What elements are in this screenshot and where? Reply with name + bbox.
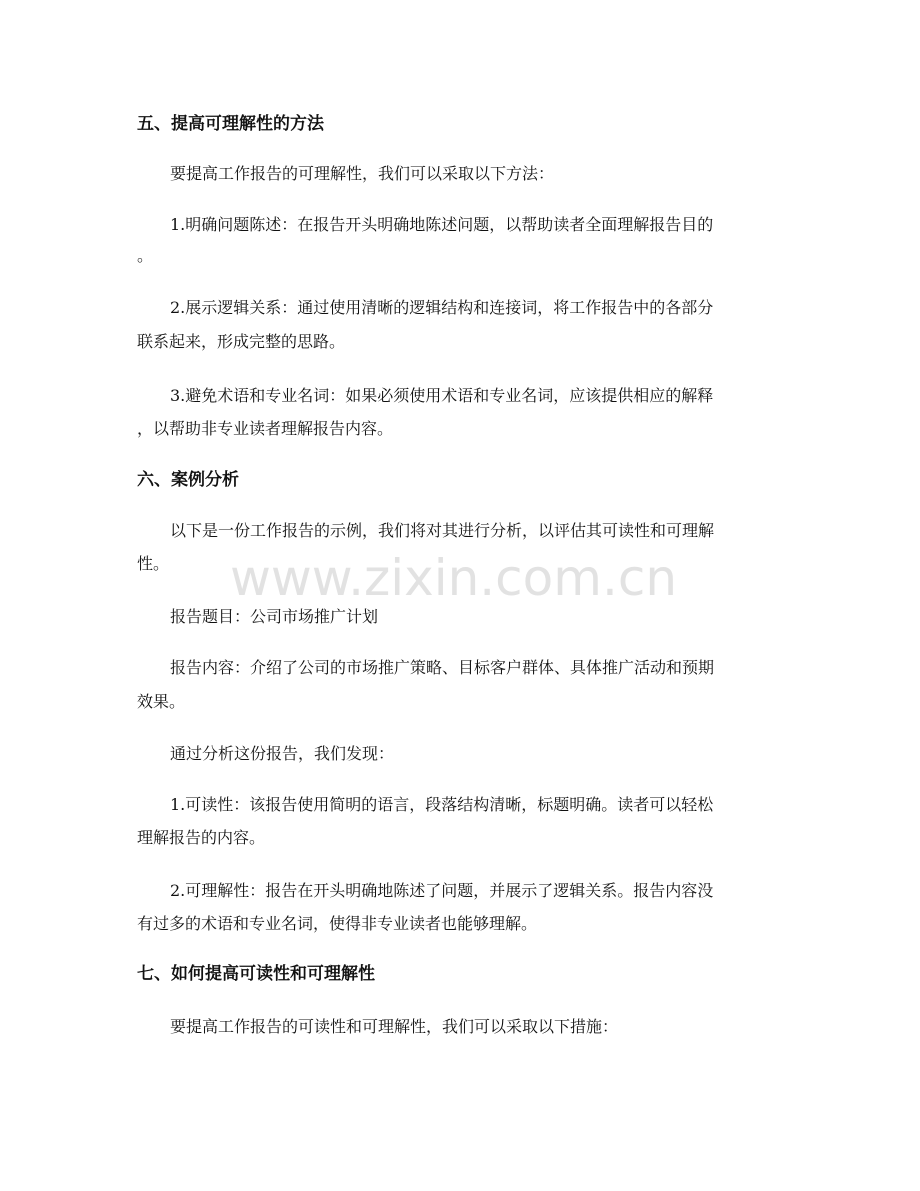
section-5-intro: 要提高工作报告的可理解性，我们可以采取以下方法： bbox=[170, 164, 555, 183]
section-heading-7: 七、如何提高可读性和可理解性 bbox=[137, 964, 375, 984]
section-5-item-3-line-1: 3.避免术语和专业名词：如果必须使用术语和专业名词，应该提供相应的解释 bbox=[170, 386, 714, 405]
report-content-line-2: 效果。 bbox=[137, 692, 186, 711]
finding-2-line-1: 2.可理解性：报告在开头明确地陈述了问题，并展示了逻辑关系。报告内容没 bbox=[170, 881, 714, 900]
section-5-item-3-line-2: ，以帮助非专业读者理解报告内容。 bbox=[137, 419, 394, 438]
finding-1-line-2: 理解报告的内容。 bbox=[137, 828, 266, 847]
section-6-intro-line-1: 以下是一份工作报告的示例，我们将对其进行分析，以评估其可读性和可理解 bbox=[170, 521, 715, 540]
watermark: www.zixin.com.cn bbox=[230, 549, 678, 607]
report-title: 报告题目：公司市场推广计划 bbox=[170, 607, 379, 626]
section-heading-6: 六、案例分析 bbox=[137, 470, 239, 490]
section-5-item-1-line-2: 。 bbox=[137, 246, 154, 265]
finding-1-line-1: 1.可读性：该报告使用简明的语言，段落结构清晰，标题明确。读者可以轻松 bbox=[170, 795, 714, 814]
section-6-intro-line-2: 性。 bbox=[137, 554, 170, 573]
section-7-intro: 要提高工作报告的可读性和可理解性，我们可以采取以下措施： bbox=[170, 1017, 619, 1036]
section-5-item-2-line-2: 联系起来，形成完整的思路。 bbox=[137, 332, 346, 351]
report-content-line-1: 报告内容：介绍了公司的市场推广策略、目标客户群体、具体推广活动和预期 bbox=[170, 658, 715, 677]
finding-2-line-2: 有过多的术语和专业名词，使得非专业读者也能够理解。 bbox=[137, 914, 538, 933]
section-5-item-2-line-1: 2.展示逻辑关系：通过使用清晰的逻辑结构和连接词，将工作报告中的各部分 bbox=[170, 298, 714, 317]
finding-intro: 通过分析这份报告，我们发现： bbox=[170, 744, 395, 763]
section-5-item-1-line-1: 1.明确问题陈述：在报告开头明确地陈述问题，以帮助读者全面理解报告目的 bbox=[170, 215, 714, 234]
section-heading-5: 五、提高可理解性的方法 bbox=[137, 114, 324, 134]
